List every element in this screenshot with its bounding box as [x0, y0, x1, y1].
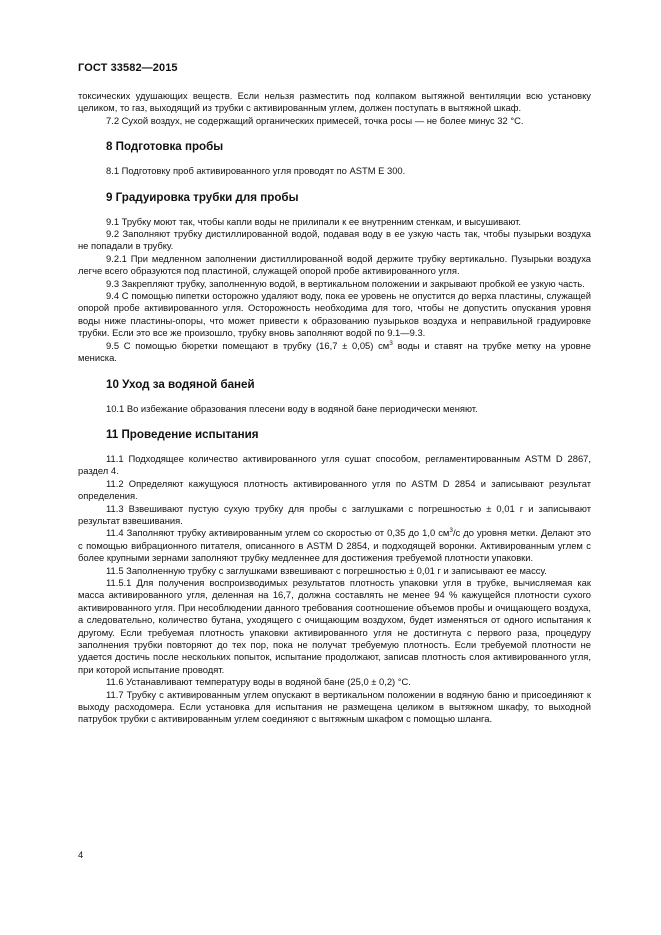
section-8-heading: 8 Подготовка пробы	[106, 140, 224, 154]
paragraph: 11.2 Определяют кажущуюся плотность активированного угля по ASTM D 2854 и записывают результат определения.	[78, 477, 591, 502]
paragraph: 9.2 Заполняют трубку дистиллированной водой, подавая воду в ее узкую часть так, чтобы пузырьки воздуха не попадали в трубку.	[78, 228, 591, 252]
text-run: 9.5 С помощью бюретки помещают в трубку (16,7 ± 0,05) см	[106, 339, 390, 351]
paragraph: 11.7 Трубку с активированным углем опускают в вертикальном положении в водяную баню и присоединяют к выходу расходомера. Если установка для испытания не размещена целиком в вытяжном шкафу, то выходной патрубок трубки с активированным углем соединяют с вытяжным шкафом с помощью шланга.	[78, 688, 591, 725]
paragraph: 11.5.1 Для получения воспроизводимых результатов плотность упаковки угля в трубке, вычисляемая как масса активированного угля, деленная на 16,7, должна составлять не менее 94 % кажущейся плотности сухого активированного угля. При несоблюдении данного требования соотношение объемов пробы и очищающего воздуха, а следовательно, количество бутана, уходящего с очищающим воздухом, будет изменяться от одного испытания к другому. Если требуемая плотность упаковки активированного угля не достигнута с первого раза, процедуру заполнения трубки повторяют до тех пор, пока не получат требуемую плотность. Если требуемой плотности не удается достичь после нескольких попыток, испытание продолжают, записав плотность слоя активированного угля, при которой испытание проводят.	[78, 576, 591, 675]
paragraph	[78, 527, 591, 564]
paragraph: 11.3 Взвешивают пустую сухую трубку для пробы с заглушками с погрешностью ± 0,01 г и записывают результат взвешивания.	[78, 502, 591, 526]
superscript: 3	[389, 339, 393, 347]
document-body	[78, 90, 591, 726]
superscript: 3	[449, 527, 453, 535]
paragraph: 8.1 Подготовку проб активированного угля проводят по ASTM E 300.	[106, 165, 406, 177]
text-run: 11.4 Заполняют трубку активированным углем со скоростью от 0,35 до 1,0 см	[106, 527, 450, 539]
section-10-heading: 10 Уход за водяной баней	[106, 377, 255, 391]
paragraph: 9.2.1 При медленном заполнении дистиллированной водой держите трубку вертикально. Пузырьки воздуха легче всего образуются под пластиной, служащей опорой пробе активированного угля.	[78, 252, 591, 277]
text-run: воды и ставят на трубке метку на уровне мениска.	[78, 339, 592, 364]
section-11-heading: 11 Проведение испытания	[106, 427, 259, 441]
paragraph: 9.1 Трубку моют так, чтобы капли воды не прилипали к ее внутренним стенкам, и высушивают.	[106, 215, 521, 227]
paragraph: 7.2 Сухой воздух, не содержащий органических примесей, точка росы — не более минус 32 °С.	[106, 114, 524, 126]
paragraph: 10.1 Во избежание образования плесени воду в водяной бане периодически меняют.	[106, 402, 478, 414]
paragraph: 11.1 Подходящее количество активированного угля сушат способом, регламентированным ASTM D 2867, раздел 4.	[78, 452, 591, 477]
section-9-heading: 9 Градуировка трубки для пробы	[106, 190, 299, 204]
paragraph	[78, 340, 591, 365]
paragraph: 9.4 С помощью пипетки осторожно удаляют воду, пока ее уровень не опустится до верха пластины, служащей опорой пробе активированного угля. Осторожность необходима для того, чтобы не допустить опускания уровня воды ниже пластины-опоры, что может привести к образованию пузырьков воздуха и неправильной градуировке трубки. Если это все же произошло, трубку вновь заполняют водой по 9.1—9.3.	[78, 290, 591, 339]
paragraph: 11.6 Устанавливают температуру воды в водяной бане (25,0 ± 0,2) °С.	[106, 676, 411, 688]
page-number: 4	[78, 849, 84, 860]
document-header: ГОСТ 33582—2015	[78, 62, 178, 74]
paragraph: токсических удушающих веществ. Если нельзя разместить под колпаком вытяжной вентиляции всю установку целиком, то газ, выходящий из трубки с активированным углем, должен поступать в вытяжной шкаф.	[78, 90, 591, 114]
text-run: /с до уровня метки. Делают это с помощью вибрационного питателя, описанного в ASTM D 2854, и подходящей воронки. Активированным углем с более крупными зернами заполняют трубку медленнее для достижения требуемой плотности упаковки.	[78, 527, 591, 564]
paragraph: 11.5 Заполненную трубку с заглушками взвешивают с погрешностью ± 0,01 г и записывают ее массу.	[106, 564, 547, 576]
paragraph: 9.3 Закрепляют трубку, заполненную водой, в вертикальном положении и закрывают пробкой ее узкую часть.	[106, 277, 585, 289]
